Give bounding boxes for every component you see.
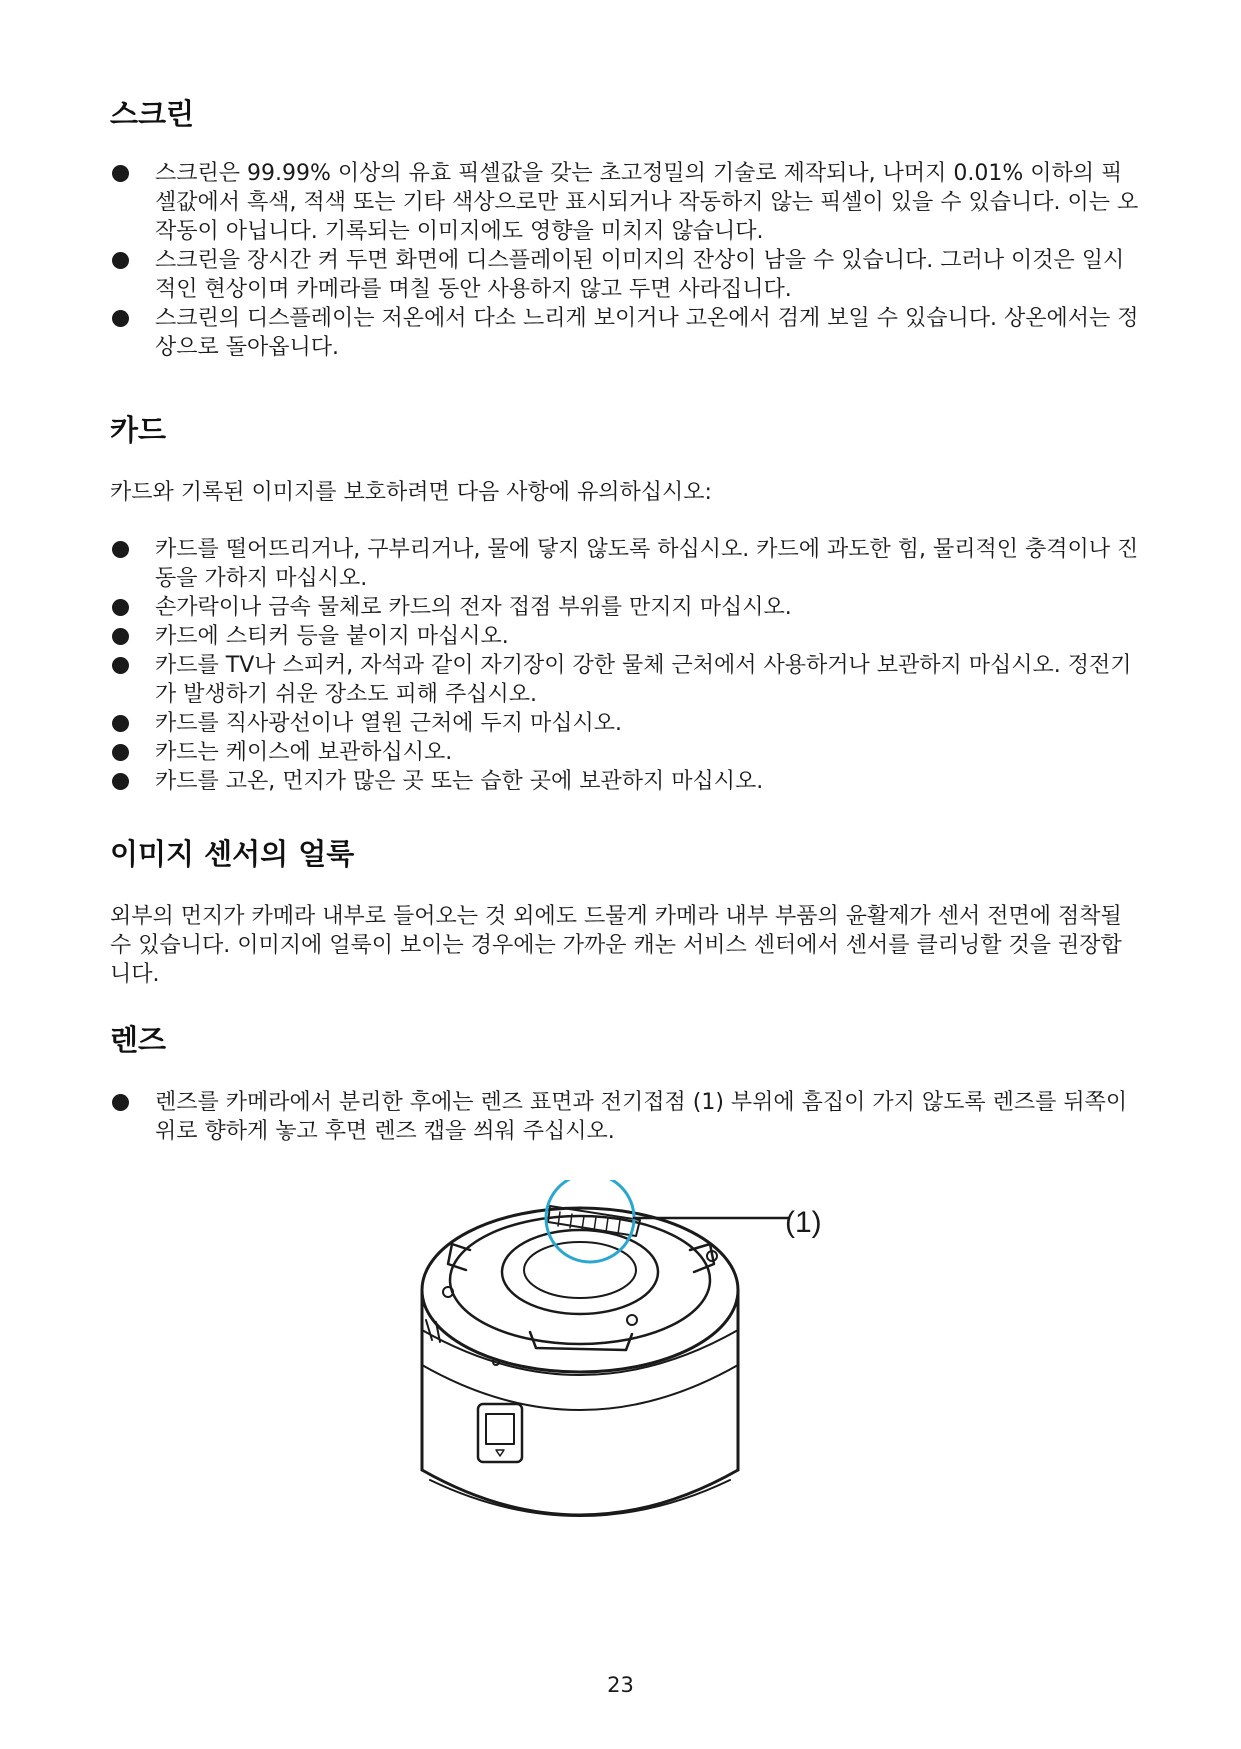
list-item [110,709,1140,738]
section-title-lens: 렌즈 [110,1023,167,1057]
bullet-text: 손가락이나 금속 물체로 카드의 전자 접점 부위를 만지지 마십시오. [155,595,792,620]
bullet-icon [112,165,129,182]
sensor-body: 외부의 먼지가 카메라 내부로 들어오는 것 외에도 드물게 카메라 내부 부품의 윤활제가 센서 전면에 점착될 수 있습니다. 이미지에 얼룩이 보이는 경우에는 가까운 캐논 서비스 센터에서 센서를 클리닝할 것을 권장합니다. [110,904,1122,987]
bullet-text: 스크린을 장시간 켜 두면 화면에 디스플레이된 이미지의 잔상이 남을 수 있습니다. 그러나 이것은 일시적인 현상이며 카메라를 며칠 동안 사용하지 않고 두면 사라집니다. [155,248,1125,302]
list-item [110,593,1140,622]
list-item [110,651,1140,709]
bullet-text: 카드를 TV나 스피커, 자석과 같이 자기장이 강한 물체 근처에서 사용하거나 보관하지 마십시오. 정전기가 발생하기 쉬운 장소도 피해 주십시오. [155,653,1132,707]
bullet-text: 스크린은 99.99% 이상의 유효 픽셀값을 갖는 초고정밀의 기술로 제작되나, 나머지 0.01% 이하의 픽셀값에서 흑색, 적색 또는 기타 색상으로만 표시되거나 작동하지 않는 픽셀이 있을 수 있습니다. 이는 오작동이 아닙니다. 기록되는 이미지에도 영향을 미치지 않습니다. [155,161,1139,244]
bullet-text: 카드에 스티커 등을 붙이지 마십시오. [155,624,509,649]
list-item [110,622,1140,651]
lens-ring-line [430,1480,730,1516]
bullet-text: 렌즈를 카메라에서 분리한 후에는 렌즈 표면과 전기접점 (1) 부위에 흠집이 가지 않도록 렌즈를 뒤쪽이 위로 향하게 놓고 후면 렌즈 캡을 씌워 주십시오. [155,1090,1128,1144]
screen-bullet-list [110,159,1140,362]
list-item [110,304,1140,362]
lens-top-outer-rim [422,1208,738,1372]
lens-body-bottom [422,1470,738,1515]
switch-slider [486,1414,514,1444]
switch-indicator [496,1450,504,1456]
af-mf-switch [478,1404,522,1462]
lens-illustration [400,1180,840,1560]
list-item [110,767,1140,796]
bullet-icon [112,628,129,645]
list-item [110,159,1140,246]
section-title-card: 카드 [110,413,167,447]
bullet-icon [112,310,129,327]
bullet-icon [112,1094,129,1111]
bullet-icon [112,541,129,558]
bullet-icon [112,252,129,269]
bullet-text: 스크린의 디스플레이는 저온에서 다소 느리게 보이거나 고온에서 검게 보일 수 있습니다. 상온에서는 정상으로 돌아옵니다. [155,306,1139,360]
bullet-icon [112,744,129,761]
figure-callout-label: (1) [785,1206,822,1239]
page-number: 23 [607,1673,634,1697]
bullet-text: 카드는 케이스에 보관하십시오. [155,740,453,765]
bullet-icon [112,599,129,616]
lens-bullet-list [110,1088,1140,1146]
lens-ring-line [422,1330,738,1375]
section-title-sensor: 이미지 센서의 얼룩 [110,837,355,871]
list-item [110,738,1140,767]
bullet-text: 카드를 고온, 먼지가 많은 곳 또는 습한 곳에 보관하지 마십시오. [155,769,764,794]
section-title-screen: 스크린 [110,97,195,131]
mount-screw [627,1315,637,1325]
bullet-icon [112,715,129,732]
bullet-icon [112,657,129,674]
list-item [110,246,1140,304]
card-intro: 카드와 기록된 이미지를 보호하려면 다음 사항에 유의하십시오: [110,480,712,505]
card-bullet-list [110,535,1140,796]
bullet-text: 카드를 직사광선이나 열원 근처에 두지 마십시오. [155,711,623,736]
bullet-text: 카드를 떨어뜨리거나, 구부리거나, 물에 닿지 않도록 하십시오. 카드에 과도한 힘, 물리적인 충격이나 진동을 가하지 마십시오. [155,537,1139,591]
list-item [110,535,1140,593]
lens-mount-plate [450,1216,710,1344]
list-item [110,1088,1140,1146]
bullet-icon [112,773,129,790]
